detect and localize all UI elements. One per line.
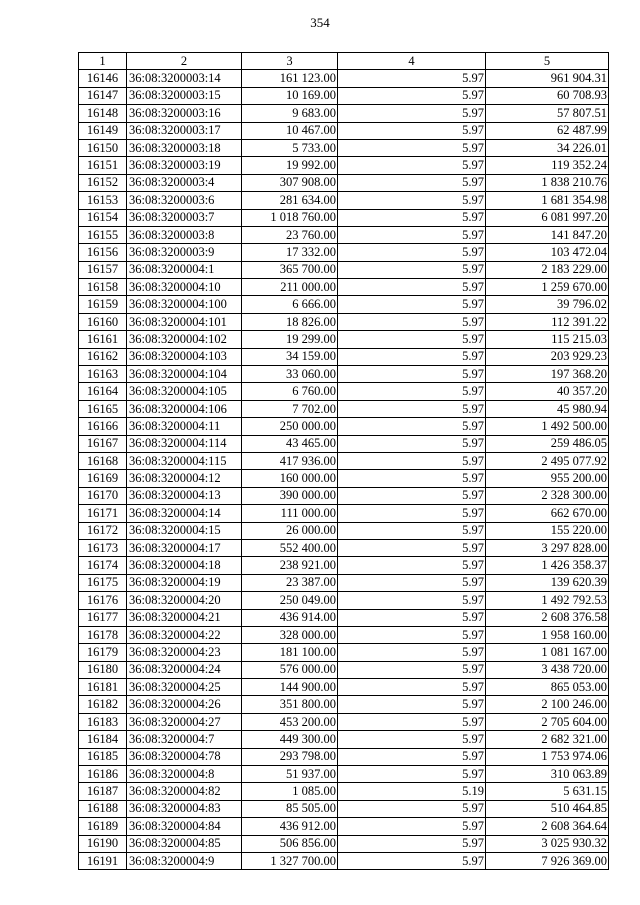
rate-cell: 5.97 <box>338 261 486 278</box>
rate-cell: 5.97 <box>338 157 486 174</box>
total-cell: 1 081 167.00 <box>486 644 609 661</box>
row-number-cell: 16146 <box>79 70 127 87</box>
cadastral-number-cell: 36:08:3200004:7 <box>127 731 242 748</box>
row-number-cell: 16190 <box>79 835 127 852</box>
total-cell: 60 708.93 <box>486 87 609 104</box>
cadastral-number-cell: 36:08:3200004:102 <box>127 331 242 348</box>
table-row <box>79 418 609 435</box>
value-cell: 453 200.00 <box>242 713 338 730</box>
cadastral-number-cell: 36:08:3200004:23 <box>127 644 242 661</box>
total-cell: 39 796.02 <box>486 296 609 313</box>
total-cell: 197 368.20 <box>486 366 609 383</box>
rate-cell: 5.97 <box>338 644 486 661</box>
total-cell: 103 472.04 <box>486 244 609 261</box>
row-number-cell: 16149 <box>79 122 127 139</box>
total-cell: 1 958 160.00 <box>486 626 609 643</box>
rate-cell: 5.97 <box>338 435 486 452</box>
table-row <box>79 748 609 765</box>
rate-cell: 5.97 <box>338 313 486 330</box>
rate-cell: 5.97 <box>338 192 486 209</box>
rate-cell: 5.97 <box>338 331 486 348</box>
row-number-cell: 16159 <box>79 296 127 313</box>
total-cell: 259 486.05 <box>486 435 609 452</box>
row-number-cell: 16177 <box>79 609 127 626</box>
cadastral-number-cell: 36:08:3200004:84 <box>127 818 242 835</box>
rate-cell: 5.97 <box>338 766 486 783</box>
table-row <box>79 296 609 313</box>
row-number-cell: 16152 <box>79 174 127 191</box>
table-row <box>79 661 609 678</box>
table-row <box>79 226 609 243</box>
total-cell: 2 495 077.92 <box>486 452 609 469</box>
total-cell: 510 464.85 <box>486 800 609 817</box>
table-row <box>79 800 609 817</box>
rate-cell: 5.97 <box>338 226 486 243</box>
data-table <box>78 52 609 870</box>
total-cell: 3 438 720.00 <box>486 661 609 678</box>
rate-cell: 5.97 <box>338 139 486 156</box>
value-cell: 1 327 700.00 <box>242 852 338 869</box>
cadastral-number-cell: 36:08:3200004:83 <box>127 800 242 817</box>
table-row <box>79 818 609 835</box>
total-cell: 1 259 670.00 <box>486 279 609 296</box>
rate-cell: 5.97 <box>338 87 486 104</box>
rate-cell: 5.97 <box>338 818 486 835</box>
rate-cell: 5.97 <box>338 505 486 522</box>
row-number-cell: 16158 <box>79 279 127 296</box>
cadastral-number-cell: 36:08:3200003:15 <box>127 87 242 104</box>
total-cell: 3 297 828.00 <box>486 539 609 556</box>
total-cell: 57 807.51 <box>486 105 609 122</box>
rate-cell: 5.97 <box>338 539 486 556</box>
table-row <box>79 766 609 783</box>
total-cell: 2 100 246.00 <box>486 696 609 713</box>
cadastral-number-cell: 36:08:3200004:25 <box>127 679 242 696</box>
cadastral-number-cell: 36:08:3200004:24 <box>127 661 242 678</box>
cadastral-number-cell: 36:08:3200004:100 <box>127 296 242 313</box>
row-number-cell: 16174 <box>79 557 127 574</box>
rate-cell: 5.19 <box>338 783 486 800</box>
cadastral-number-cell: 36:08:3200003:18 <box>127 139 242 156</box>
total-cell: 1 753 974.06 <box>486 748 609 765</box>
rate-cell: 5.97 <box>338 609 486 626</box>
cadastral-number-cell: 36:08:3200004:82 <box>127 783 242 800</box>
row-number-cell: 16170 <box>79 487 127 504</box>
value-cell: 365 700.00 <box>242 261 338 278</box>
row-number-cell: 16189 <box>79 818 127 835</box>
total-cell: 34 226.01 <box>486 139 609 156</box>
rate-cell: 5.97 <box>338 487 486 504</box>
total-cell: 1 492 500.00 <box>486 418 609 435</box>
row-number-cell: 16172 <box>79 522 127 539</box>
cadastral-number-cell: 36:08:3200003:19 <box>127 157 242 174</box>
total-cell: 141 847.20 <box>486 226 609 243</box>
rate-cell: 5.97 <box>338 800 486 817</box>
rate-cell: 5.97 <box>338 296 486 313</box>
rate-cell: 5.97 <box>338 400 486 417</box>
total-cell: 139 620.39 <box>486 574 609 591</box>
table-row <box>79 557 609 574</box>
row-number-cell: 16171 <box>79 505 127 522</box>
table-body <box>79 70 609 870</box>
table-row <box>79 87 609 104</box>
row-number-cell: 16183 <box>79 713 127 730</box>
table-row <box>79 609 609 626</box>
total-cell: 1 838 210.76 <box>486 174 609 191</box>
cadastral-number-cell: 36:08:3200004:105 <box>127 383 242 400</box>
table-row <box>79 574 609 591</box>
cadastral-number-cell: 36:08:3200003:8 <box>127 226 242 243</box>
total-cell: 1 426 358.37 <box>486 557 609 574</box>
table-row <box>79 539 609 556</box>
value-cell: 1 085.00 <box>242 783 338 800</box>
value-cell: 34 159.00 <box>242 348 338 365</box>
table-row <box>79 331 609 348</box>
table-row <box>79 696 609 713</box>
rate-cell: 5.97 <box>338 383 486 400</box>
table-row <box>79 192 609 209</box>
value-cell: 10 467.00 <box>242 122 338 139</box>
row-number-cell: 16154 <box>79 209 127 226</box>
cadastral-number-cell: 36:08:3200004:78 <box>127 748 242 765</box>
total-cell: 115 215.03 <box>486 331 609 348</box>
total-cell: 2 183 229.00 <box>486 261 609 278</box>
value-cell: 23 387.00 <box>242 574 338 591</box>
rate-cell: 5.97 <box>338 418 486 435</box>
cadastral-number-cell: 36:08:3200004:115 <box>127 452 242 469</box>
rate-cell: 5.97 <box>338 348 486 365</box>
value-cell: 7 702.00 <box>242 400 338 417</box>
value-cell: 506 856.00 <box>242 835 338 852</box>
table-row <box>79 366 609 383</box>
rate-cell: 5.97 <box>338 679 486 696</box>
table-row <box>79 313 609 330</box>
total-cell: 203 929.23 <box>486 348 609 365</box>
value-cell: 144 900.00 <box>242 679 338 696</box>
value-cell: 281 634.00 <box>242 192 338 209</box>
cadastral-number-cell: 36:08:3200004:20 <box>127 592 242 609</box>
table-row <box>79 70 609 87</box>
rate-cell: 5.97 <box>338 105 486 122</box>
table-row <box>79 470 609 487</box>
cadastral-number-cell: 36:08:3200003:9 <box>127 244 242 261</box>
cadastral-number-cell: 36:08:3200004:104 <box>127 366 242 383</box>
total-cell: 2 608 364.64 <box>486 818 609 835</box>
rate-cell: 5.97 <box>338 279 486 296</box>
value-cell: 307 908.00 <box>242 174 338 191</box>
total-cell: 45 980.94 <box>486 400 609 417</box>
cadastral-number-cell: 36:08:3200003:14 <box>127 70 242 87</box>
total-cell: 1 681 354.98 <box>486 192 609 209</box>
value-cell: 250 000.00 <box>242 418 338 435</box>
table-row <box>79 852 609 869</box>
rate-cell: 5.97 <box>338 731 486 748</box>
value-cell: 238 921.00 <box>242 557 338 574</box>
row-number-cell: 16155 <box>79 226 127 243</box>
value-cell: 436 914.00 <box>242 609 338 626</box>
table-row <box>79 713 609 730</box>
table-row <box>79 383 609 400</box>
table-row <box>79 592 609 609</box>
total-cell: 955 200.00 <box>486 470 609 487</box>
total-cell: 7 926 369.00 <box>486 852 609 869</box>
column-header-1: 1 <box>79 53 127 70</box>
value-cell: 161 123.00 <box>242 70 338 87</box>
cadastral-number-cell: 36:08:3200004:12 <box>127 470 242 487</box>
rate-cell: 5.97 <box>338 209 486 226</box>
value-cell: 6 666.00 <box>242 296 338 313</box>
table-row <box>79 505 609 522</box>
page-number: 354 <box>310 15 330 30</box>
table-row <box>79 783 609 800</box>
total-cell: 119 352.24 <box>486 157 609 174</box>
row-number-cell: 16164 <box>79 383 127 400</box>
table-row <box>79 348 609 365</box>
row-number-cell: 16153 <box>79 192 127 209</box>
table-row <box>79 487 609 504</box>
row-number-cell: 16180 <box>79 661 127 678</box>
value-cell: 23 760.00 <box>242 226 338 243</box>
table-row <box>79 731 609 748</box>
column-header-4: 4 <box>338 53 486 70</box>
value-cell: 390 000.00 <box>242 487 338 504</box>
table-row <box>79 122 609 139</box>
value-cell: 85 505.00 <box>242 800 338 817</box>
cadastral-number-cell: 36:08:3200003:16 <box>127 105 242 122</box>
value-cell: 351 800.00 <box>242 696 338 713</box>
value-cell: 26 000.00 <box>242 522 338 539</box>
cadastral-number-cell: 36:08:3200004:11 <box>127 418 242 435</box>
cadastral-number-cell: 36:08:3200004:13 <box>127 487 242 504</box>
row-number-cell: 16182 <box>79 696 127 713</box>
rate-cell: 5.97 <box>338 122 486 139</box>
total-cell: 961 904.31 <box>486 70 609 87</box>
row-number-cell: 16167 <box>79 435 127 452</box>
cadastral-number-cell: 36:08:3200003:4 <box>127 174 242 191</box>
value-cell: 328 000.00 <box>242 626 338 643</box>
rate-cell: 5.97 <box>338 244 486 261</box>
table-row <box>79 157 609 174</box>
value-cell: 552 400.00 <box>242 539 338 556</box>
row-number-cell: 16163 <box>79 366 127 383</box>
total-cell: 62 487.99 <box>486 122 609 139</box>
rate-cell: 5.97 <box>338 70 486 87</box>
rate-cell: 5.97 <box>338 174 486 191</box>
cadastral-number-cell: 36:08:3200004:26 <box>127 696 242 713</box>
cadastral-number-cell: 36:08:3200004:22 <box>127 626 242 643</box>
row-number-cell: 16179 <box>79 644 127 661</box>
value-cell: 111 000.00 <box>242 505 338 522</box>
row-number-cell: 16184 <box>79 731 127 748</box>
total-cell: 2 328 300.00 <box>486 487 609 504</box>
table-row <box>79 261 609 278</box>
value-cell: 436 912.00 <box>242 818 338 835</box>
value-cell: 18 826.00 <box>242 313 338 330</box>
row-number-cell: 16191 <box>79 852 127 869</box>
total-cell: 1 492 792.53 <box>486 592 609 609</box>
value-cell: 160 000.00 <box>242 470 338 487</box>
cadastral-number-cell: 36:08:3200004:101 <box>127 313 242 330</box>
cadastral-number-cell: 36:08:3200004:19 <box>127 574 242 591</box>
rate-cell: 5.97 <box>338 522 486 539</box>
row-number-cell: 16173 <box>79 539 127 556</box>
rate-cell: 5.97 <box>338 557 486 574</box>
cadastral-number-cell: 36:08:3200004:14 <box>127 505 242 522</box>
rate-cell: 5.97 <box>338 835 486 852</box>
rate-cell: 5.97 <box>338 748 486 765</box>
cadastral-number-cell: 36:08:3200004:10 <box>127 279 242 296</box>
rate-cell: 5.97 <box>338 696 486 713</box>
total-cell: 40 357.20 <box>486 383 609 400</box>
table-row <box>79 679 609 696</box>
table-row <box>79 209 609 226</box>
cadastral-number-cell: 36:08:3200003:6 <box>127 192 242 209</box>
rate-cell: 5.97 <box>338 452 486 469</box>
total-cell: 5 631.15 <box>486 783 609 800</box>
table-row <box>79 835 609 852</box>
table-row <box>79 244 609 261</box>
table-row <box>79 174 609 191</box>
total-cell: 310 063.89 <box>486 766 609 783</box>
value-cell: 17 332.00 <box>242 244 338 261</box>
cadastral-number-cell: 36:08:3200004:17 <box>127 539 242 556</box>
cadastral-number-cell: 36:08:3200004:27 <box>127 713 242 730</box>
rate-cell: 5.97 <box>338 574 486 591</box>
value-cell: 51 937.00 <box>242 766 338 783</box>
row-number-cell: 16176 <box>79 592 127 609</box>
total-cell: 865 053.00 <box>486 679 609 696</box>
value-cell: 19 992.00 <box>242 157 338 174</box>
total-cell: 3 025 930.32 <box>486 835 609 852</box>
cadastral-number-cell: 36:08:3200004:103 <box>127 348 242 365</box>
row-number-cell: 16175 <box>79 574 127 591</box>
row-number-cell: 16148 <box>79 105 127 122</box>
column-header-2: 2 <box>127 53 242 70</box>
total-cell: 6 081 997.20 <box>486 209 609 226</box>
value-cell: 449 300.00 <box>242 731 338 748</box>
row-number-cell: 16188 <box>79 800 127 817</box>
column-header-3: 3 <box>242 53 338 70</box>
table-row <box>79 435 609 452</box>
rate-cell: 5.97 <box>338 852 486 869</box>
cadastral-number-cell: 36:08:3200004:15 <box>127 522 242 539</box>
total-cell: 2 682 321.00 <box>486 731 609 748</box>
row-number-cell: 16150 <box>79 139 127 156</box>
cadastral-number-cell: 36:08:3200004:9 <box>127 852 242 869</box>
table-row <box>79 400 609 417</box>
value-cell: 576 000.00 <box>242 661 338 678</box>
value-cell: 250 049.00 <box>242 592 338 609</box>
row-number-cell: 16186 <box>79 766 127 783</box>
table-row <box>79 105 609 122</box>
value-cell: 43 465.00 <box>242 435 338 452</box>
rate-cell: 5.97 <box>338 661 486 678</box>
table-row <box>79 644 609 661</box>
value-cell: 10 169.00 <box>242 87 338 104</box>
table-row <box>79 139 609 156</box>
row-number-cell: 16162 <box>79 348 127 365</box>
value-cell: 1 018 760.00 <box>242 209 338 226</box>
row-number-cell: 16151 <box>79 157 127 174</box>
value-cell: 33 060.00 <box>242 366 338 383</box>
row-number-cell: 16178 <box>79 626 127 643</box>
value-cell: 181 100.00 <box>242 644 338 661</box>
rate-cell: 5.97 <box>338 470 486 487</box>
value-cell: 6 760.00 <box>242 383 338 400</box>
cadastral-number-cell: 36:08:3200004:1 <box>127 261 242 278</box>
total-cell: 2 608 376.58 <box>486 609 609 626</box>
row-number-cell: 16187 <box>79 783 127 800</box>
rate-cell: 5.97 <box>338 592 486 609</box>
row-number-cell: 16169 <box>79 470 127 487</box>
total-cell: 2 705 604.00 <box>486 713 609 730</box>
total-cell: 662 670.00 <box>486 505 609 522</box>
column-header-5: 5 <box>486 53 609 70</box>
value-cell: 9 683.00 <box>242 105 338 122</box>
value-cell: 293 798.00 <box>242 748 338 765</box>
value-cell: 19 299.00 <box>242 331 338 348</box>
table-row <box>79 522 609 539</box>
cadastral-number-cell: 36:08:3200004:85 <box>127 835 242 852</box>
table-row <box>79 626 609 643</box>
table-row <box>79 279 609 296</box>
row-number-cell: 16161 <box>79 331 127 348</box>
row-number-cell: 16165 <box>79 400 127 417</box>
rate-cell: 5.97 <box>338 713 486 730</box>
row-number-cell: 16160 <box>79 313 127 330</box>
row-number-cell: 16185 <box>79 748 127 765</box>
cadastral-number-cell: 36:08:3200004:106 <box>127 400 242 417</box>
total-cell: 112 391.22 <box>486 313 609 330</box>
cadastral-number-cell: 36:08:3200004:21 <box>127 609 242 626</box>
cadastral-number-cell: 36:08:3200004:8 <box>127 766 242 783</box>
cadastral-number-cell: 36:08:3200003:7 <box>127 209 242 226</box>
cadastral-number-cell: 36:08:3200004:114 <box>127 435 242 452</box>
row-number-cell: 16157 <box>79 261 127 278</box>
row-number-cell: 16156 <box>79 244 127 261</box>
row-number-cell: 16168 <box>79 452 127 469</box>
value-cell: 417 936.00 <box>242 452 338 469</box>
header-row <box>79 53 609 70</box>
row-number-cell: 16181 <box>79 679 127 696</box>
value-cell: 5 733.00 <box>242 139 338 156</box>
cadastral-number-cell: 36:08:3200004:18 <box>127 557 242 574</box>
cadastral-number-cell: 36:08:3200003:17 <box>127 122 242 139</box>
row-number-cell: 16147 <box>79 87 127 104</box>
rate-cell: 5.97 <box>338 626 486 643</box>
table-row <box>79 452 609 469</box>
value-cell: 211 000.00 <box>242 279 338 296</box>
rate-cell: 5.97 <box>338 366 486 383</box>
row-number-cell: 16166 <box>79 418 127 435</box>
total-cell: 155 220.00 <box>486 522 609 539</box>
